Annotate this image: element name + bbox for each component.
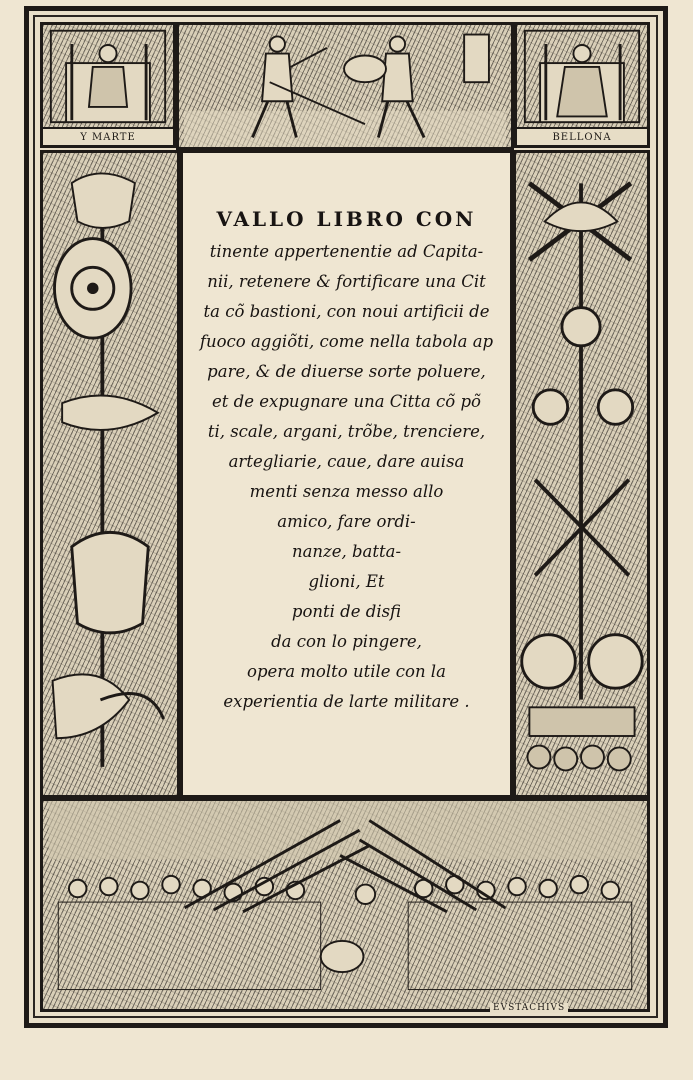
bellona-label: BELLONA xyxy=(517,127,647,145)
text-line: fuoco aggiõti, come nella tabola ap xyxy=(199,332,494,351)
title-text-block xyxy=(180,150,513,798)
mars-panel xyxy=(40,22,176,148)
text-line: artegliarie, caue, dare auisa xyxy=(228,452,465,471)
text-line: nanze, batta- xyxy=(291,542,402,561)
text-line: et de expugnare una Citta cõ põ xyxy=(212,392,481,411)
right-trophy-illustration xyxy=(516,153,647,795)
left-trophy-illustration xyxy=(43,153,177,795)
battle-scene-illustration xyxy=(43,801,647,1009)
text-line: amico, fare ordi- xyxy=(277,512,416,531)
text-line: tinente appertenentie ad Capita- xyxy=(209,242,484,261)
text-line: pare, & de diuerse sorte poluere, xyxy=(207,362,486,381)
bellona-panel xyxy=(514,22,650,148)
text-line: opera molto utile con la xyxy=(247,662,446,681)
text-line: nii, retenere & fortificare una Cit xyxy=(207,272,486,291)
book-title: VALLO LIBRO CON xyxy=(216,207,477,231)
text-line: ponti de disfi xyxy=(291,602,402,621)
text-line: da con lo pingere, xyxy=(271,632,422,651)
text-line: menti senza messo allo xyxy=(249,482,444,501)
right-trophy-panel xyxy=(513,150,650,798)
text-line: ta cõ bastioni, con noui artificii de xyxy=(203,302,490,321)
left-trophy-panel xyxy=(40,150,180,798)
text-line: experientia de larte militare . xyxy=(223,692,470,711)
mars-label: Y MARTE xyxy=(43,127,173,145)
text-line: glioni, Et xyxy=(308,572,385,591)
engraver-signature: EVSTACHIVS xyxy=(490,1003,568,1013)
battle-panel xyxy=(40,798,650,1012)
duel-scene-illustration xyxy=(179,25,511,147)
duel-panel xyxy=(176,22,514,150)
text-line: ti, scale, argani, trõbe, trenciere, xyxy=(207,422,486,441)
